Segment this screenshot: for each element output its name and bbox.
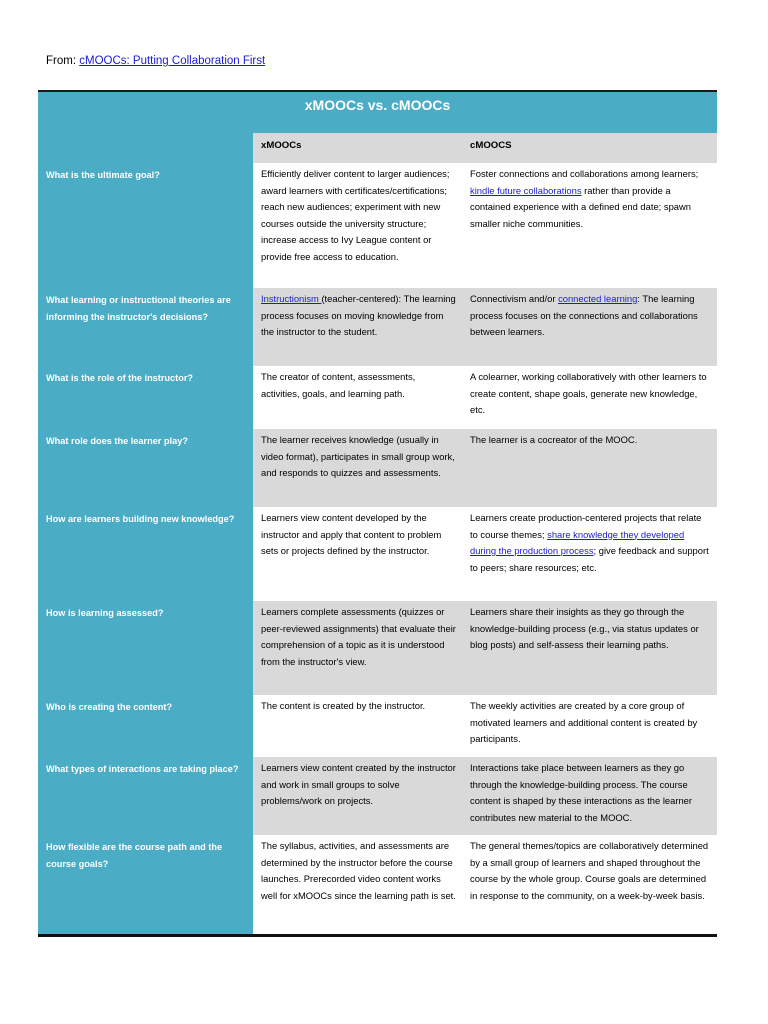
source-citation bbox=[46, 55, 265, 67]
xmooc-cell bbox=[253, 163, 462, 288]
cell-text: ; give feedback and support to peers; share resources; etc. bbox=[470, 545, 709, 573]
row-question: How flexible are the course path and the course goals? bbox=[38, 835, 253, 934]
cell-text: The weekly activities are created by a core group of motivated learners and additional content is created by participants. bbox=[470, 700, 698, 744]
cell-text: The learner receives knowledge (usually in video format), participates in small group work, and responds to quizzes and assessments. bbox=[261, 434, 455, 478]
xmooc-cell bbox=[253, 288, 462, 366]
row-question: How is learning assessed? bbox=[38, 601, 253, 695]
cell-text: The general themes/topics are collaboratively determined by a small group of learners and shaped throughout the course by the whole group. Course goals are determined in response to the community, on a week-by-week basis. bbox=[470, 840, 709, 901]
cell-text: Efficiently deliver content to larger audiences; award learners with certificates/certifications; reach new audiences; experiment with new courses outside the university structure; increase access to Ivy League content or provide free access to education. bbox=[261, 168, 450, 262]
cell-text: rather than provide a contained experience with a defined end date; spawn smaller niche communities. bbox=[470, 184, 691, 229]
cell-text: Learners create production-centered projects that relate to course themes; bbox=[470, 512, 702, 540]
row-question: What role does the learner play? bbox=[38, 429, 253, 507]
xmooc-cell bbox=[253, 366, 462, 429]
inline-link[interactable]: share knowledge they developed during the production process bbox=[470, 528, 685, 556]
column-header-cmoocs: cMOOCS bbox=[462, 133, 717, 163]
cmooc-cell bbox=[462, 695, 717, 757]
inline-link[interactable]: kindle future collaborations bbox=[470, 184, 582, 196]
xmooc-cell bbox=[253, 601, 462, 695]
source-prefix: From: bbox=[46, 55, 80, 67]
cmooc-cell bbox=[462, 163, 717, 288]
cell-text: Learners view content developed by the instructor and apply that content to problem sets or projects defined by the instructor. bbox=[261, 512, 442, 556]
xmooc-cell bbox=[253, 507, 462, 601]
cmooc-cell bbox=[462, 507, 717, 601]
xmooc-cell bbox=[253, 429, 462, 507]
cell-text: The learner is a cocreator of the MOOC. bbox=[470, 434, 638, 445]
cmooc-cell bbox=[462, 757, 717, 835]
table-title: xMOOCs vs. cMOOCs bbox=[38, 92, 717, 133]
cell-text: : The learning process focuses on the connections and collaborations between learners. bbox=[470, 293, 698, 337]
cell-text: Connectivism and/or bbox=[470, 293, 559, 304]
cell-text: Foster connections and collaborations among learners; bbox=[470, 168, 699, 179]
row-question: Who is creating the content? bbox=[38, 695, 253, 757]
inline-link[interactable]: Instructionism bbox=[261, 293, 322, 304]
cmooc-cell bbox=[462, 601, 717, 695]
row-question: What types of interactions are taking place? bbox=[38, 757, 253, 835]
cell-text: Learners complete assessments (quizzes or peer-reviewed assignments) that evaluate their comprehension of a topic as it is understood from the instructor's view. bbox=[261, 606, 456, 667]
column-header-xmoocs: xMOOCs bbox=[253, 133, 462, 163]
xmooc-cell bbox=[253, 835, 462, 934]
xmooc-cell bbox=[253, 695, 462, 757]
cmooc-cell bbox=[462, 288, 717, 366]
row-question: What learning or instructional theories are informing the instructor's decisions? bbox=[38, 288, 253, 366]
xmooc-cell bbox=[253, 757, 462, 835]
row-question: How are learners building new knowledge? bbox=[38, 507, 253, 601]
cell-text: Learners view content created by the instructor and work in small groups to solve problems/work on projects. bbox=[261, 762, 456, 806]
cell-text: The syllabus, activities, and assessments are determined by the instructor before the course launches. Prerecorded video content works well for xMOOCs since the learning path is set. bbox=[261, 840, 456, 901]
header-empty-cell bbox=[38, 133, 253, 163]
cell-text: A colearner, working collaboratively with other learners to create content, shape goals, generate new knowledge, etc. bbox=[470, 371, 707, 415]
row-question: What is the ultimate goal? bbox=[38, 163, 253, 288]
cell-text: The content is created by the instructor. bbox=[261, 700, 426, 711]
cell-text: The creator of content, assessments, activities, goals, and learning path. bbox=[261, 371, 416, 399]
cmooc-cell bbox=[462, 429, 717, 507]
row-question: What is the role of the instructor? bbox=[38, 366, 253, 429]
cell-text: Learners share their insights as they go through the knowledge-building process (e.g., via status updates or blog posts) and self-assess their learning paths. bbox=[470, 606, 699, 650]
table-bottom-rule bbox=[38, 934, 717, 937]
cmooc-cell bbox=[462, 835, 717, 934]
source-link[interactable]: cMOOCs: Putting Collaboration First bbox=[79, 55, 266, 67]
cmooc-cell bbox=[462, 366, 717, 429]
inline-link[interactable]: connected learning bbox=[558, 293, 638, 304]
cell-text: (teacher-centered): The learning process focuses on moving knowledge from the instructor to the student. bbox=[261, 293, 456, 337]
cell-text: Interactions take place between learners as they go through the knowledge-building process. The course content is shaped by these interactions as the learner contributes new material to the MOOC. bbox=[470, 762, 693, 823]
